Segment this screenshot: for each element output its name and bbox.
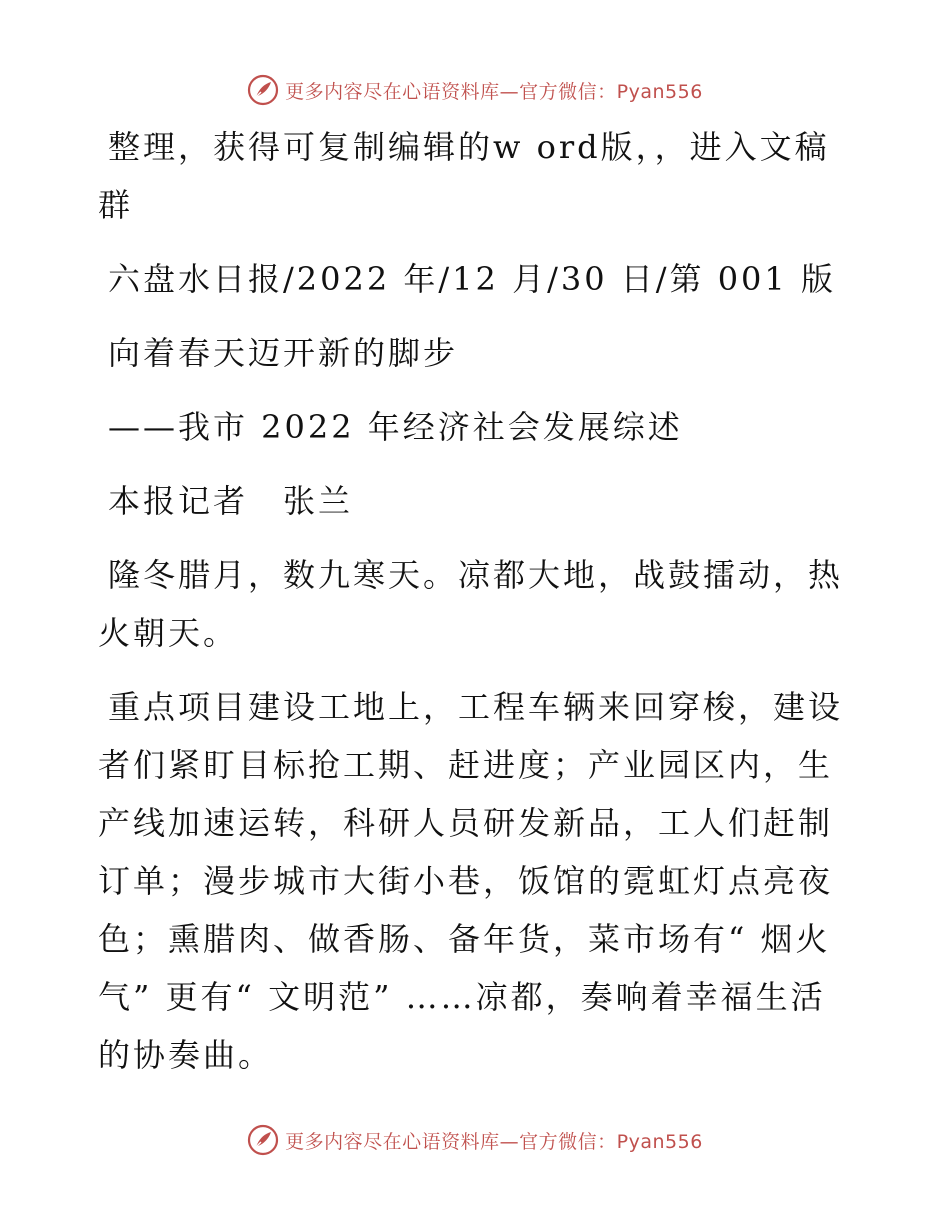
article-title: 向着春天迈开新的脚步	[108, 334, 459, 372]
body-paragraph: 重点项目建设工地上，工程车辆来回穿梭，建设者们紧盯目标抢工期、赶进度；产业园区内，生产线加速运转，科研人员研发新品，工人们赶制订单；漫步城市大街小巷，饭馆的霓虹灯点亮夜色；熏腊肉、做香肠、备年货，菜市场有“ 烟火气” 更有“ 文明范” ……凉都，奏响着幸福生活的协奏曲。	[98, 688, 844, 1074]
header-banner	[0, 70, 950, 110]
source-line: 六盘水日报/2022 年/12 月/30 日/第 001 版	[108, 260, 836, 298]
document-body	[98, 118, 858, 1100]
header-banner-text: 更多内容尽在心语资料库—官方微信：Pyan556	[285, 80, 703, 103]
feather-pen-logo-icon	[247, 1124, 279, 1156]
byline: 本报记者 张兰	[108, 482, 354, 520]
footer-banner	[0, 1120, 950, 1160]
note-paragraph: 整理，获得可复制编辑的w ord版，，进入文稿群	[98, 128, 830, 224]
article-subtitle: ——我市 2022 年经济社会发展综述	[108, 408, 683, 446]
footer-banner-text: 更多内容尽在心语资料库—官方微信：Pyan556	[285, 1130, 703, 1153]
body-paragraph: 隆冬腊月，数九寒天。凉都大地，战鼓擂动，热火朝天。	[98, 556, 844, 652]
feather-pen-logo-icon	[247, 74, 279, 106]
